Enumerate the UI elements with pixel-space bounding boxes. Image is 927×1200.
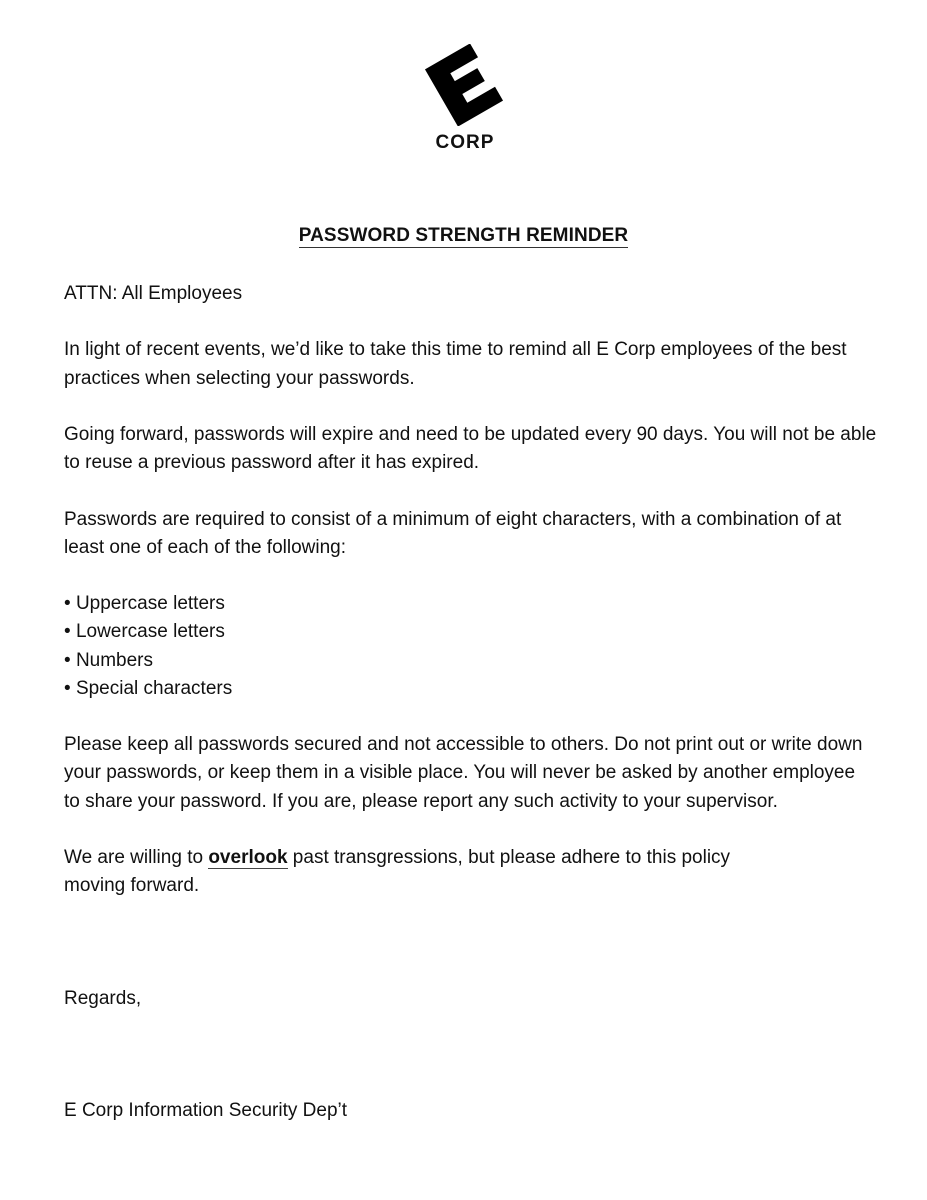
closing: Regards, [64,987,142,1009]
overlook-emphasis: overlook [208,846,288,868]
attn-line: ATTN: All Employees [64,283,243,304]
overlook-text-end: past transgressions, but please adhere to this policy [287,846,731,868]
e-corp-logo-mark-icon [424,44,504,126]
requirements-list [64,590,884,703]
paragraph-security: Please keep all passwords secured and not accessible to others. Do not print out or write down your passwords, or keep them in a visible place. You will never be asked by another employee to share your password. If you are, please report any such activity to your supervisor. [64,734,863,812]
e-corp-logo [420,44,510,154]
requirement-item: • Lowercase letters [64,618,884,646]
memo-title-text: PASSWORD STRENGTH REMINDER [298,225,629,246]
paragraph-expiration: Going forward, passwords will expire and need to be updated every 90 days. You will not be able to reuse a previous password after it has expired. [64,423,877,474]
requirement-item: • Special characters [64,675,884,703]
requirement-item: • Numbers [64,647,884,675]
signature: E Corp Information Security Dep’t [64,1099,348,1121]
overlook-text-line2: moving forward. [64,875,200,897]
logo-wordmark: CORP [435,132,495,153]
paragraph-requirements: Passwords are required to consist of a minimum of eight characters, with a combination of at least one of each of the following: [64,508,842,558]
paragraph-overlook [64,844,884,900]
paragraph-intro: In light of recent events, we’d like to take this time to remind all E Corp employees of the best practices when selecting your passwords. [64,339,847,389]
requirement-item: • Uppercase letters [64,590,884,618]
memo-body [64,280,884,1153]
memo-title [0,225,927,247]
overlook-text-start: We are willing to [64,846,209,868]
